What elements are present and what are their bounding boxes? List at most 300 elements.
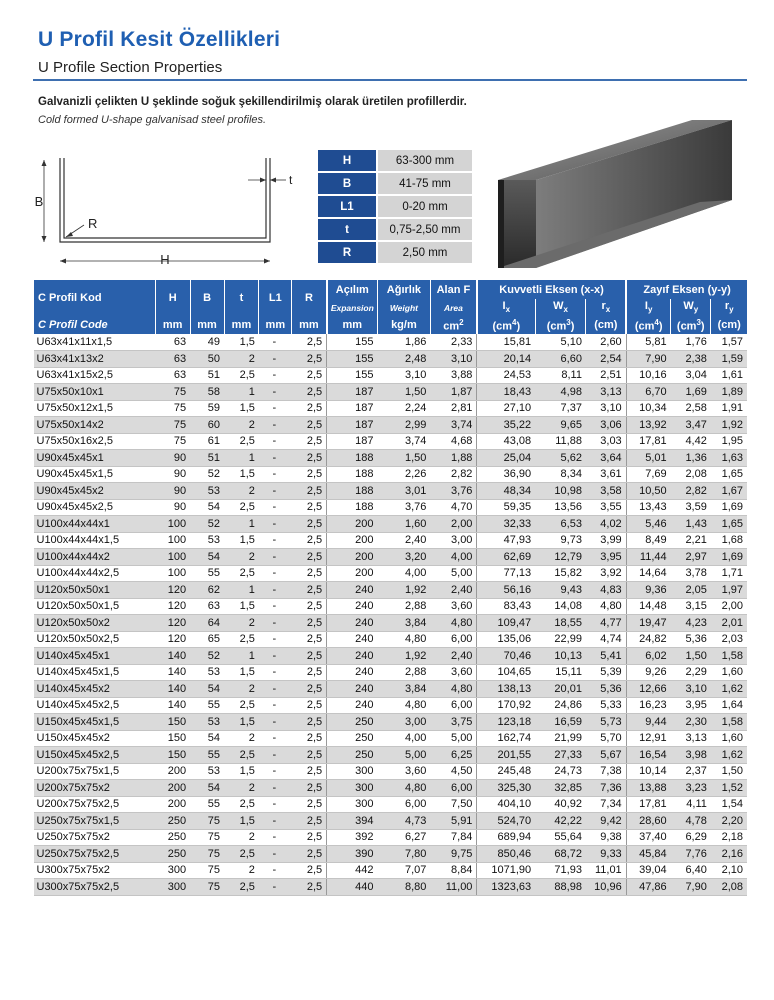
cell-rx: 4,77 <box>586 615 626 632</box>
cell-code: U63x41x13x2 <box>34 351 156 368</box>
cell-code: U63x41x11x1,5 <box>34 334 156 351</box>
cell-ry: 2,08 <box>711 879 747 896</box>
cell-l1: - <box>259 516 292 533</box>
cell-expansion: 187 <box>327 384 378 401</box>
cell-weight: 2,99 <box>377 417 430 434</box>
spec-row <box>318 219 472 240</box>
cell-h: 140 <box>155 648 190 665</box>
cell-ix: 123,18 <box>477 714 535 731</box>
cell-r: 2,5 <box>292 400 327 417</box>
col-code-en: C Profil Code <box>34 316 156 334</box>
table-header-row-3 <box>34 316 748 334</box>
spec-table <box>318 148 472 265</box>
col-wx: $W_x$ <box>535 299 586 316</box>
cell-wy: 3,10 <box>671 681 711 698</box>
cell-area: 2,33 <box>430 334 477 351</box>
cell-wx: 11,88 <box>535 433 586 450</box>
cell-wy: 2,08 <box>671 466 711 483</box>
cell-t: 2 <box>224 730 259 747</box>
cell-t: 1,5 <box>224 714 259 731</box>
cell-rx: 2,60 <box>586 334 626 351</box>
cell-ix: 1071,90 <box>477 862 535 879</box>
table-row <box>34 780 748 797</box>
cell-ry: 1,62 <box>711 747 747 764</box>
cell-ry: 1,61 <box>711 367 747 384</box>
cell-ry: 1,69 <box>711 549 747 566</box>
cell-area: 4,00 <box>430 549 477 566</box>
cell-weight: 2,88 <box>377 598 430 615</box>
cell-ix: 20,14 <box>477 351 535 368</box>
cell-r: 2,5 <box>292 747 327 764</box>
cell-b: 58 <box>190 384 224 401</box>
cell-weight: 1,50 <box>377 384 430 401</box>
cell-ry: 1,65 <box>711 466 747 483</box>
cell-rx: 3,61 <box>586 466 626 483</box>
cell-weight: 2,48 <box>377 351 430 368</box>
cell-rx: 4,83 <box>586 582 626 599</box>
cell-expansion: 200 <box>327 549 378 566</box>
cell-ry: 2,00 <box>711 598 747 615</box>
cell-h: 200 <box>155 780 190 797</box>
cell-code: U250x75x75x1,5 <box>34 813 156 830</box>
cell-code: U200x75x75x1,5 <box>34 763 156 780</box>
cell-wy: 4,42 <box>671 433 711 450</box>
cell-b: 64 <box>190 615 224 632</box>
cell-t: 2,5 <box>224 747 259 764</box>
cell-h: 120 <box>155 615 190 632</box>
cell-ix: 36,90 <box>477 466 535 483</box>
cell-wx: 9,43 <box>535 582 586 599</box>
cell-expansion: 200 <box>327 565 378 582</box>
cell-b: 63 <box>190 598 224 615</box>
cell-wx: 20,01 <box>535 681 586 698</box>
cell-b: 54 <box>190 499 224 516</box>
cell-iy: 28,60 <box>626 813 670 830</box>
cell-h: 63 <box>155 367 190 384</box>
cell-t: 2,5 <box>224 499 259 516</box>
cell-code: U250x75x75x2,5 <box>34 846 156 863</box>
table-row <box>34 697 748 714</box>
cell-code: U90x45x45x1,5 <box>34 466 156 483</box>
cell-r: 2,5 <box>292 813 327 830</box>
cell-r: 2,5 <box>292 846 327 863</box>
cell-area: 5,00 <box>430 565 477 582</box>
cell-b: 55 <box>190 747 224 764</box>
diagram-label-r: R <box>88 216 98 231</box>
cell-l1: - <box>259 367 292 384</box>
cell-iy: 16,23 <box>626 697 670 714</box>
cell-wx: 13,56 <box>535 499 586 516</box>
cell-b: 52 <box>190 516 224 533</box>
cell-b: 65 <box>190 631 224 648</box>
cell-iy: 9,44 <box>626 714 670 731</box>
cell-weight: 3,74 <box>377 433 430 450</box>
cell-wx: 10,13 <box>535 648 586 665</box>
cell-wy: 3,78 <box>671 565 711 582</box>
cell-b: 60 <box>190 417 224 434</box>
cell-l1: - <box>259 780 292 797</box>
cell-ix: 24,53 <box>477 367 535 384</box>
cell-weight: 4,00 <box>377 730 430 747</box>
cell-ry: 1,63 <box>711 450 747 467</box>
table-row <box>34 846 748 863</box>
table-row <box>34 648 748 665</box>
cell-wx: 5,62 <box>535 450 586 467</box>
cell-iy: 13,43 <box>626 499 670 516</box>
cell-rx: 5,33 <box>586 697 626 714</box>
cell-rx: 9,33 <box>586 846 626 863</box>
cell-weight: 1,60 <box>377 516 430 533</box>
cell-area: 8,84 <box>430 862 477 879</box>
cell-t: 1,5 <box>224 813 259 830</box>
cell-r: 2,5 <box>292 483 327 500</box>
cell-h: 100 <box>155 516 190 533</box>
cell-wy: 4,23 <box>671 615 711 632</box>
cell-expansion: 240 <box>327 631 378 648</box>
cell-wx: 12,79 <box>535 549 586 566</box>
cell-weight: 4,00 <box>377 565 430 582</box>
cell-rx: 3,55 <box>586 499 626 516</box>
cell-code: U75x50x10x1 <box>34 384 156 401</box>
cell-area: 3,76 <box>430 483 477 500</box>
table-row <box>34 598 748 615</box>
cell-t: 1,5 <box>224 400 259 417</box>
col-t: t <box>224 280 259 316</box>
cell-iy: 12,66 <box>626 681 670 698</box>
cell-expansion: 240 <box>327 648 378 665</box>
cell-wy: 3,98 <box>671 747 711 764</box>
cell-l1: - <box>259 532 292 549</box>
cell-h: 250 <box>155 813 190 830</box>
unit-ix: $(cm^4)$ <box>477 316 535 334</box>
cell-l1: - <box>259 565 292 582</box>
unit-l1: mm <box>259 316 292 334</box>
cell-wx: 9,65 <box>535 417 586 434</box>
cell-l1: - <box>259 433 292 450</box>
table-row <box>34 763 748 780</box>
cell-ix: 18,43 <box>477 384 535 401</box>
cell-expansion: 155 <box>327 334 378 351</box>
cell-l1: - <box>259 384 292 401</box>
cell-wy: 1,76 <box>671 334 711 351</box>
cell-expansion: 188 <box>327 483 378 500</box>
cell-b: 51 <box>190 367 224 384</box>
cell-area: 11,00 <box>430 879 477 896</box>
cell-b: 54 <box>190 780 224 797</box>
cell-iy: 10,50 <box>626 483 670 500</box>
cell-rx: 3,06 <box>586 417 626 434</box>
cell-area: 6,00 <box>430 697 477 714</box>
cell-wy: 1,50 <box>671 648 711 665</box>
cell-b: 53 <box>190 714 224 731</box>
cell-area: 9,75 <box>430 846 477 863</box>
cell-ry: 1,57 <box>711 334 747 351</box>
cell-ry: 1,65 <box>711 516 747 533</box>
cell-iy: 37,40 <box>626 829 670 846</box>
cell-l1: - <box>259 450 292 467</box>
cell-wy: 1,43 <box>671 516 711 533</box>
cell-rx: 3,99 <box>586 532 626 549</box>
cell-ry: 1,97 <box>711 582 747 599</box>
cell-r: 2,5 <box>292 565 327 582</box>
cell-r: 2,5 <box>292 367 327 384</box>
cell-wy: 4,78 <box>671 813 711 830</box>
cell-weight: 1,92 <box>377 582 430 599</box>
cell-t: 1 <box>224 516 259 533</box>
table-row <box>34 862 748 879</box>
cell-weight: 2,24 <box>377 400 430 417</box>
cell-expansion: 188 <box>327 450 378 467</box>
cell-t: 2 <box>224 483 259 500</box>
cell-r: 2,5 <box>292 532 327 549</box>
cell-iy: 9,26 <box>626 664 670 681</box>
cell-iy: 12,91 <box>626 730 670 747</box>
cell-area: 1,88 <box>430 450 477 467</box>
col-weight: Weight <box>377 299 430 316</box>
col-agirlik: Ağırlık <box>377 280 430 299</box>
cell-h: 250 <box>155 829 190 846</box>
cell-h: 120 <box>155 631 190 648</box>
cell-ry: 2,18 <box>711 829 747 846</box>
cell-r: 2,5 <box>292 631 327 648</box>
cell-area: 2,40 <box>430 582 477 599</box>
cell-wy: 6,29 <box>671 829 711 846</box>
cell-t: 2 <box>224 351 259 368</box>
cell-wy: 3,59 <box>671 499 711 516</box>
cell-expansion: 187 <box>327 417 378 434</box>
cell-t: 1 <box>224 648 259 665</box>
cell-b: 54 <box>190 549 224 566</box>
cell-code: U120x50x50x2 <box>34 615 156 632</box>
cell-expansion: 187 <box>327 400 378 417</box>
cell-weight: 3,20 <box>377 549 430 566</box>
cell-t: 1,5 <box>224 466 259 483</box>
cell-ry: 1,91 <box>711 400 747 417</box>
cell-rx: 9,42 <box>586 813 626 830</box>
cell-ix: 70,46 <box>477 648 535 665</box>
spec-row <box>318 173 472 194</box>
cell-r: 2,5 <box>292 598 327 615</box>
cell-r: 2,5 <box>292 681 327 698</box>
diagram-label-t: t <box>289 173 293 187</box>
cell-r: 2,5 <box>292 763 327 780</box>
cell-wy: 3,15 <box>671 598 711 615</box>
cell-iy: 39,04 <box>626 862 670 879</box>
cell-iy: 14,64 <box>626 565 670 582</box>
cell-h: 140 <box>155 697 190 714</box>
cell-area: 2,82 <box>430 466 477 483</box>
cell-t: 1,5 <box>224 763 259 780</box>
cell-area: 5,00 <box>430 730 477 747</box>
cell-expansion: 155 <box>327 351 378 368</box>
cell-iy: 24,82 <box>626 631 670 648</box>
cell-wx: 15,82 <box>535 565 586 582</box>
cell-rx: 3,92 <box>586 565 626 582</box>
cell-t: 1 <box>224 384 259 401</box>
cell-l1: - <box>259 763 292 780</box>
cell-ix: 245,48 <box>477 763 535 780</box>
cell-expansion: 240 <box>327 664 378 681</box>
cell-wx: 9,73 <box>535 532 586 549</box>
cell-ix: 170,92 <box>477 697 535 714</box>
cell-code: U90x45x45x2,5 <box>34 499 156 516</box>
cell-t: 2,5 <box>224 796 259 813</box>
cell-wy: 3,95 <box>671 697 711 714</box>
col-r: R <box>292 280 327 316</box>
cell-expansion: 188 <box>327 466 378 483</box>
cell-code: U140x45x45x2,5 <box>34 697 156 714</box>
cell-b: 49 <box>190 334 224 351</box>
cell-rx: 3,13 <box>586 384 626 401</box>
cell-wx: 8,34 <box>535 466 586 483</box>
col-code-tr: C Profil Kod <box>34 280 156 316</box>
cell-rx: 3,03 <box>586 433 626 450</box>
cell-rx: 4,74 <box>586 631 626 648</box>
cell-l1: - <box>259 400 292 417</box>
cell-t: 2 <box>224 681 259 698</box>
cell-weight: 8,80 <box>377 879 430 896</box>
table-row <box>34 582 748 599</box>
cell-weight: 4,80 <box>377 780 430 797</box>
cell-b: 54 <box>190 681 224 698</box>
unit-rx: (cm) <box>586 316 626 334</box>
table-row <box>34 450 748 467</box>
cell-wx: 22,99 <box>535 631 586 648</box>
cell-expansion: 200 <box>327 532 378 549</box>
cell-t: 1 <box>224 582 259 599</box>
table-header-row-1 <box>34 280 748 299</box>
cell-r: 2,5 <box>292 796 327 813</box>
cell-wy: 7,90 <box>671 879 711 896</box>
cell-r: 2,5 <box>292 780 327 797</box>
table-row <box>34 367 748 384</box>
table-row <box>34 631 748 648</box>
cell-ry: 1,52 <box>711 780 747 797</box>
profile-table <box>33 280 747 896</box>
cell-ix: 201,55 <box>477 747 535 764</box>
cell-l1: - <box>259 499 292 516</box>
cell-l1: - <box>259 813 292 830</box>
cell-ix: 138,13 <box>477 681 535 698</box>
cell-code: U300x75x75x2 <box>34 862 156 879</box>
cell-ry: 1,92 <box>711 417 747 434</box>
cell-code: U63x41x15x2,5 <box>34 367 156 384</box>
cell-wx: 27,33 <box>535 747 586 764</box>
cell-t: 2,5 <box>224 697 259 714</box>
table-row <box>34 796 748 813</box>
cell-b: 50 <box>190 351 224 368</box>
cell-expansion: 240 <box>327 697 378 714</box>
cell-expansion: 392 <box>327 829 378 846</box>
cell-area: 3,00 <box>430 532 477 549</box>
cell-code: U90x45x45x2 <box>34 483 156 500</box>
cell-rx: 3,95 <box>586 549 626 566</box>
cell-r: 2,5 <box>292 499 327 516</box>
cell-r: 2,5 <box>292 648 327 665</box>
cell-ry: 1,69 <box>711 499 747 516</box>
cell-wy: 2,58 <box>671 400 711 417</box>
table-row <box>34 334 748 351</box>
cell-r: 2,5 <box>292 664 327 681</box>
cell-weight: 5,00 <box>377 747 430 764</box>
cell-iy: 7,69 <box>626 466 670 483</box>
cell-expansion: 300 <box>327 763 378 780</box>
cell-l1: - <box>259 796 292 813</box>
cell-rx: 9,38 <box>586 829 626 846</box>
cell-wx: 8,11 <box>535 367 586 384</box>
col-ry: $r_y$ <box>711 299 747 316</box>
cell-iy: 47,86 <box>626 879 670 896</box>
cell-rx: 4,80 <box>586 598 626 615</box>
cell-rx: 7,36 <box>586 780 626 797</box>
cell-wx: 15,11 <box>535 664 586 681</box>
cell-expansion: 300 <box>327 780 378 797</box>
cell-code: U90x45x45x1 <box>34 450 156 467</box>
cell-weight: 7,07 <box>377 862 430 879</box>
cell-wy: 3,47 <box>671 417 711 434</box>
cell-ix: 1323,63 <box>477 879 535 896</box>
cell-rx: 11,01 <box>586 862 626 879</box>
cell-iy: 5,01 <box>626 450 670 467</box>
cell-h: 90 <box>155 499 190 516</box>
cell-wx: 88,98 <box>535 879 586 896</box>
cell-wy: 3,13 <box>671 730 711 747</box>
cell-l1: - <box>259 351 292 368</box>
cell-expansion: 188 <box>327 499 378 516</box>
page-subtitle: U Profile Section Properties <box>38 59 223 76</box>
cell-iy: 9,36 <box>626 582 670 599</box>
cell-ry: 1,67 <box>711 483 747 500</box>
cell-t: 2,5 <box>224 846 259 863</box>
cell-iy: 17,81 <box>626 433 670 450</box>
col-expansion: Expansion <box>327 299 378 316</box>
col-acilim: Açılım <box>327 280 378 299</box>
table-row <box>34 499 748 516</box>
unit-expansion: mm <box>327 316 378 334</box>
cell-expansion: 187 <box>327 433 378 450</box>
cell-area: 3,60 <box>430 664 477 681</box>
cell-l1: - <box>259 466 292 483</box>
cell-b: 53 <box>190 664 224 681</box>
cell-weight: 3,01 <box>377 483 430 500</box>
table-row <box>34 532 748 549</box>
cell-ry: 1,68 <box>711 532 747 549</box>
cell-b: 51 <box>190 450 224 467</box>
cell-ix: 27,10 <box>477 400 535 417</box>
spec-key: R <box>318 242 376 263</box>
cell-t: 2,5 <box>224 433 259 450</box>
table-row <box>34 466 748 483</box>
cell-wx: 68,72 <box>535 846 586 863</box>
cell-l1: - <box>259 879 292 896</box>
cell-ix: 109,47 <box>477 615 535 632</box>
cell-ix: 56,16 <box>477 582 535 599</box>
cell-wy: 3,04 <box>671 367 711 384</box>
cell-ry: 1,50 <box>711 763 747 780</box>
cell-weight: 7,80 <box>377 846 430 863</box>
cell-b: 55 <box>190 796 224 813</box>
cell-r: 2,5 <box>292 433 327 450</box>
cell-b: 75 <box>190 846 224 863</box>
cell-l1: - <box>259 846 292 863</box>
cell-ix: 104,65 <box>477 664 535 681</box>
cell-h: 140 <box>155 681 190 698</box>
cell-ix: 689,94 <box>477 829 535 846</box>
cell-wx: 6,60 <box>535 351 586 368</box>
cell-h: 300 <box>155 862 190 879</box>
cell-ry: 1,60 <box>711 664 747 681</box>
cell-ix: 325,30 <box>477 780 535 797</box>
